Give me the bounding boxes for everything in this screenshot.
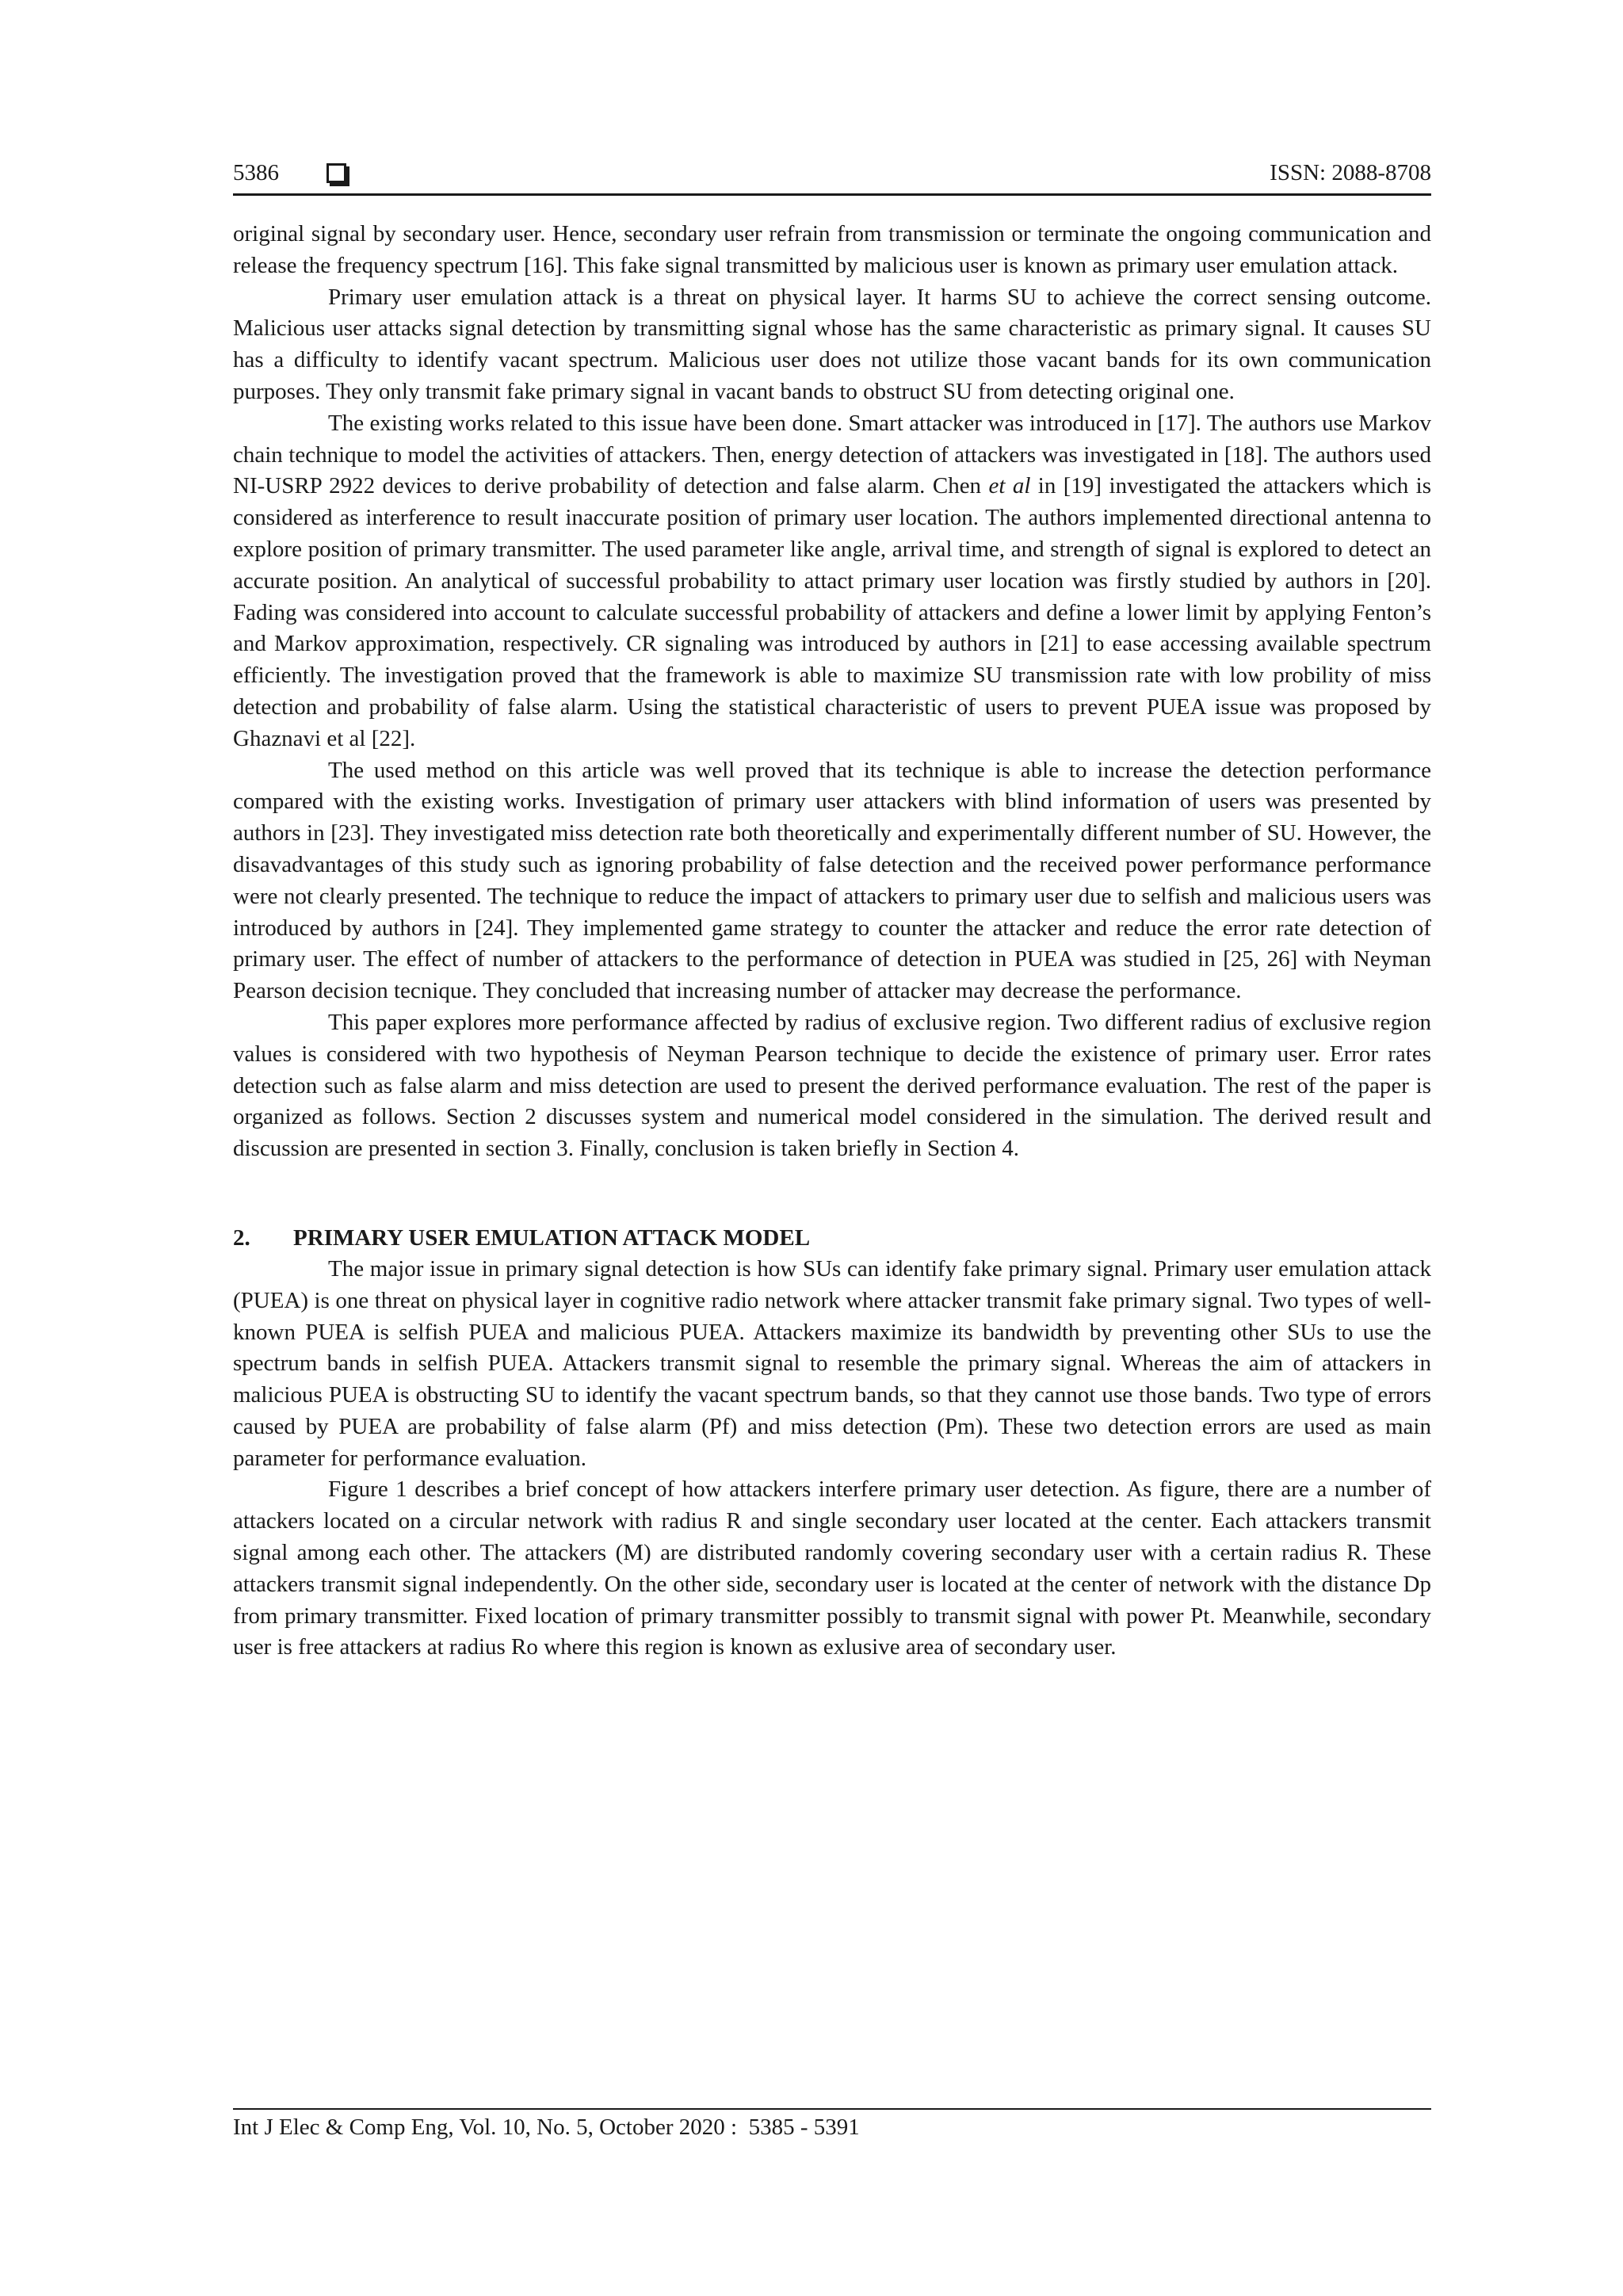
paragraph-figure-description: Figure 1 describes a brief concept of how attackers interfere primary user detection. As figure, there are a number of attackers located on a circular network with radius R and single secondary user located at the center. Each attackers transmit signal among each other. The attackers (M) are distributed randomly covering secondary user with a certain radius R. These attackers transmit signal independently. On the other side, secondary user is located at the center of network with the distance Dp from primary transmitter. Fixed location of primary transmitter possibly to transmit signal with power Pt. Meanwhile, secondary user is free attackers at radius Ro where this region is known as exlusive area of secondary user.	[233, 1477, 1431, 1660]
existing-works-text-a: The existing works related to this issue have been done. Smart attacker was introduced in [17]. The authors use Markov chain technique to model the activities of attackers. Then, energy detection of attackers was investigated in [18]. The authors used NI-USRP 2922 devices to derive probability of detection and false alarm. Chen	[233, 410, 1431, 499]
article-body	[233, 219, 1431, 1664]
et-al-italic: et al	[988, 473, 1031, 499]
header-rule	[233, 193, 1431, 196]
paragraph-paper-outline: This paper explores more performance affected by radius of exclusive region. Two different radius of exclusive region values is considered with two hypothesis of Neyman Pearson technique to decide the existence of primary user. Error rates detection such as false alarm and miss detection are used to present the derived performance evaluation. The rest of the paper is organized as follows. Section 2 discusses system and numerical model considered in the simulation. The derived result and discussion are presented in section 3. Finally, conclusion is taken briefly in Section 4.	[233, 1009, 1431, 1162]
box-bullet-icon	[327, 163, 346, 183]
page-header	[233, 154, 1431, 192]
section-heading	[233, 1222, 1431, 1254]
footer-rule	[233, 2108, 1431, 2110]
footer-citation: Int J Elec & Comp Eng, Vol. 10, No. 5, October 2020 : 5385 - 5391	[233, 2115, 860, 2140]
section-title: PRIMARY USER EMULATION ATTACK MODEL	[293, 1224, 811, 1251]
paragraph-continuation: original signal by secondary user. Hence, secondary user refrain from transmission or terminate the ongoing communication and release the frequency spectrum [16]. This fake signal transmitted by malicious user is known as primary user emulation attack.	[233, 221, 1431, 278]
paragraph-existing-works	[233, 408, 1431, 755]
section-number: 2.	[233, 1224, 250, 1251]
existing-works-text-b: in [19] investigated the attackers which is considered as interference to result inaccurate position of primary user location. The authors implemented directional antenna to explore position of primary transmitter. The used parameter like angle, arrival time, and strength of signal is explored to detect an accurate position. An analytical of successful probability to attact primary user location was firstly studied by authors in [20]. Fading was considered into account to calculate successful probability of attackers and define a lower limit by applying Fenton’s and Markov approximation, respectively. CR signaling was introduced by authors in [21] to ease accessing available spectrum efficiently. The investigation proved that the framework is able to maximize SU transmission rate with low probility of miss detection and probability of false alarm. Using the statistical characteristic of users to prevent PUEA issue was proposed by Ghaznavi et al [22].	[233, 473, 1431, 751]
paragraph-major-issue: The major issue in primary signal detection is how SUs can identify fake primary signal. Primary user emulation attack (PUEA) is one threat on physical layer in cognitive radio network where attacker transmit fake primary signal. Two types of well-known PUEA is selfish PUEA and malicious PUEA. Attackers maximize its bandwidth by preventing other SUs to use the spectrum bands in selfish PUEA. Attackers transmit signal to resemble the primary signal. Whereas the aim of attackers in malicious PUEA is obstructing SU to identify the vacant spectrum bands, so that they cannot use those bands. Two type of errors caused by PUEA are probability of false alarm (Pf) and miss detection (Pm). These two detection errors are used as main parameter for performance evaluation.	[233, 1255, 1431, 1471]
page-number: 5386	[233, 160, 279, 185]
issn-label: ISSN: 2088-8708	[1270, 160, 1431, 185]
paragraph-puea-threat: Primary user emulation attack is a threat on physical layer. It harms SU to achieve the correct sensing outcome. Malicious user attacks signal detection by transmitting signal whose has the same characteristic as primary signal. It causes SU has a difficulty to identify vacant spectrum. Malicious user does not utilize those vacant bands for its own communication purposes. They only transmit fake primary signal in vacant bands to obstruct SU from detecting original one.	[233, 284, 1431, 404]
paragraph-used-method: The used method on this article was well proved that its technique is able to increase the detection performance compared with the existing works. Investigation of primary user attackers with blind information of users was presented by authors in [23]. They investigated miss detection rate both theoretically and experimentally different number of SU. However, the disavadvantages of this study such as ignoring probability of false detection and the received power performance performance were not clearly presented. The technique to reduce the impact of attackers to primary user due to selfish and malicious users was introduced by authors in [24]. They implemented game strategy to counter the attacker and reduce the error rate detection of primary user. The effect of number of attackers to the performance of detection in PUEA was studied in [25, 26] with Neyman Pearson decision tecnique. They concluded that increasing number of attacker may decrease the performance.	[233, 757, 1431, 1004]
